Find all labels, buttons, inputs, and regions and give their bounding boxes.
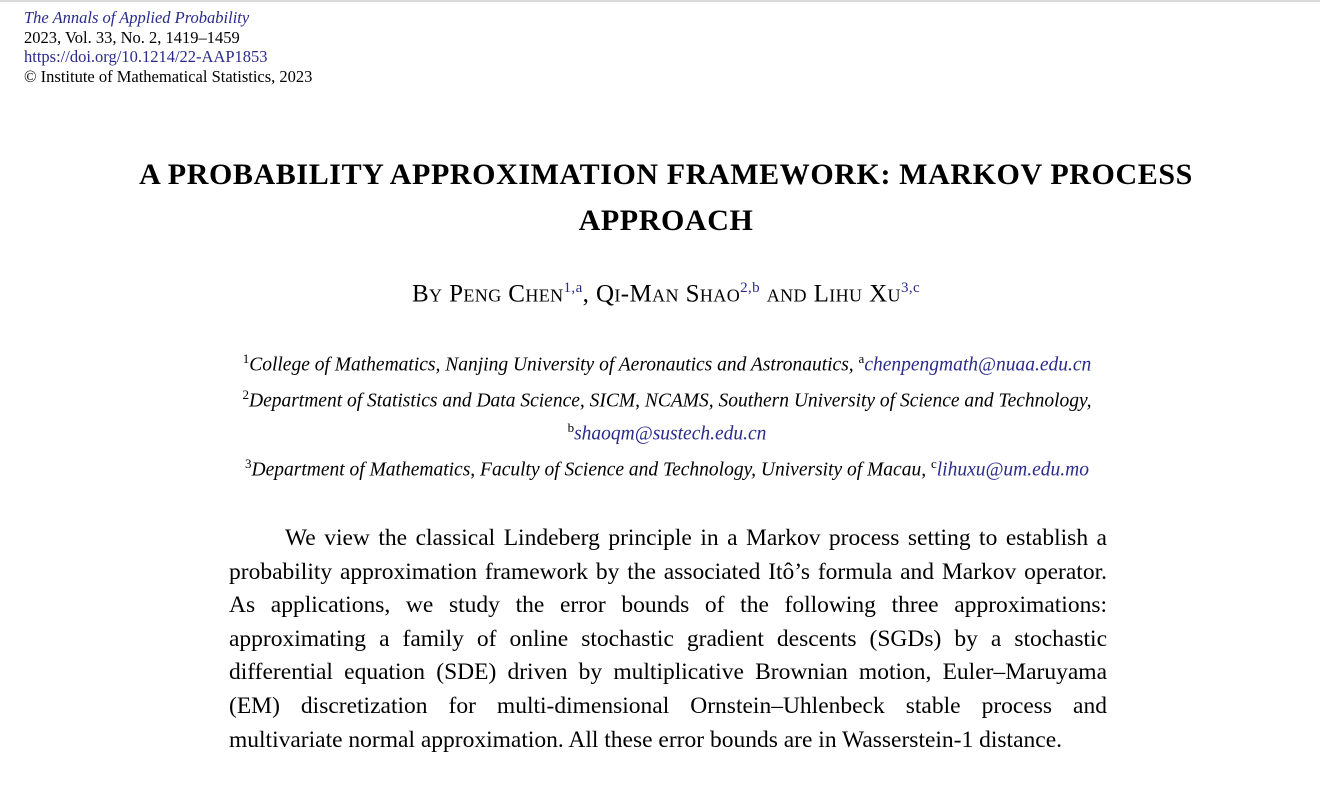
byline-and: and [766, 280, 807, 308]
title-line-2: APPROACH [578, 204, 754, 237]
byline-by: By [411, 280, 443, 308]
affiliation-2 [92, 381, 1242, 448]
top-divider [0, 0, 1320, 2]
affiliation-3 [92, 450, 1242, 484]
journal-name: The Annals of Applied Probability [24, 8, 250, 27]
journal-copyright: © Institute of Mathematical Statistics, 2023 [24, 66, 313, 86]
abstract [229, 522, 1107, 757]
affiliation-email-marker-1: a [858, 351, 865, 366]
byline-separator-1: , [582, 280, 590, 308]
affiliation-marker-1: 1 [242, 351, 250, 366]
author-byline [60, 272, 1272, 310]
author-sup-3: 3,c [900, 280, 921, 296]
affiliation-email-3[interactable]: lihuxu@um.edu.mo [936, 459, 1089, 480]
journal-header [24, 8, 312, 86]
journal-issue: 2023, Vol. 33, No. 2, 1419–1459 [24, 27, 240, 47]
affiliation-text-3: Department of Mathematics, Faculty of Science and Technology, University of Macau, [251, 459, 931, 480]
affiliation-email-marker-3: c [930, 455, 937, 471]
affiliation-email-2[interactable]: shaoqm@sustech.edu.cn [574, 423, 767, 445]
author-sup-2: 2,b [740, 280, 761, 296]
affiliation-marker-3: 3 [245, 455, 252, 471]
affiliation-marker-2: 2 [242, 386, 249, 402]
affiliation-1 [92, 345, 1242, 379]
affiliation-email-marker-2: b [567, 420, 575, 435]
affiliation-text-2: Department of Statistics and Data Science, SICM, NCAMS, Southern University of Science and Technology, [248, 390, 1092, 411]
abstract-text: We view the classical Lindeberg principle in a Markov process setting to establish a probability approximation framework by the associated Itô’s formula and Markov operator. As applications, we study the error bounds of the following three approximations: approximating a family of online stochastic gradient descents (SGDs) by a stochastic differential equation (SDE) driven by multiplicative Brownian motion, Euler–Maruyama (EM) discretization for multi-dimensional Ornstein–Uhlenbeck stable process and multivariate normal approximation. All these error bounds are in Wasserstein-1 distance. [229, 525, 1107, 753]
author-name-2: Qi-Man Shao [595, 280, 741, 308]
page-title [50, 152, 1282, 244]
author-name-3: Lihu Xu [813, 280, 901, 308]
author-name-1: Peng Chen [449, 280, 564, 308]
author-sup-1: 1,a [563, 280, 583, 296]
affiliations [92, 345, 1242, 485]
affiliation-text-1: College of Mathematics, Nanjing University of Aeronautics and Astronautics, [249, 354, 859, 376]
affiliation-email-1[interactable]: chenpengmath@nuaa.edu.cn [864, 354, 1092, 376]
title-line-1: A PROBABILITY APPROXIMATION FRAMEWORK: MARKOV PROCESS [139, 158, 1193, 191]
journal-doi-link[interactable]: https://doi.org/10.1214/22-AAP1853 [24, 47, 268, 66]
